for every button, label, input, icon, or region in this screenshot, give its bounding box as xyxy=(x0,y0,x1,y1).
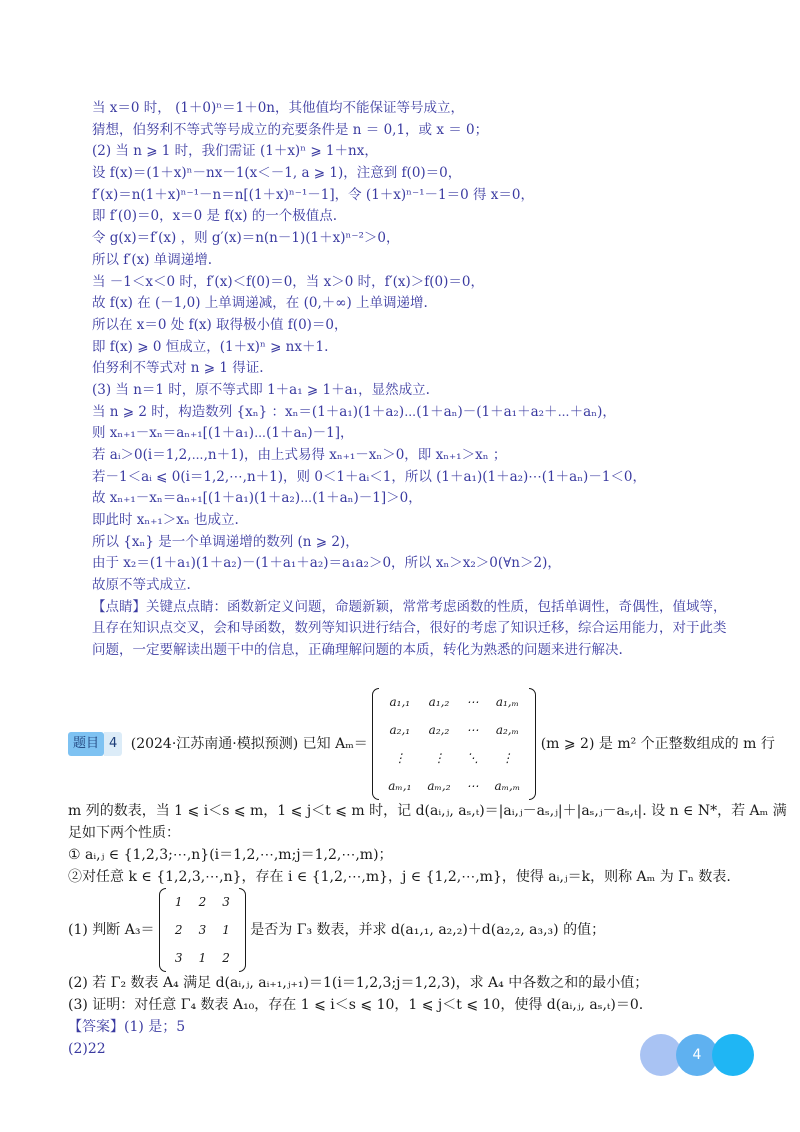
matrix-cell: 2 xyxy=(222,951,230,965)
solution-line: 令 g(x)＝f′(x) ，则 g′(x)＝n(n－1)(1＋x)ⁿ⁻²＞0， xyxy=(92,230,400,247)
left-paren xyxy=(159,888,166,972)
right-paren xyxy=(239,888,246,972)
solution-line: 故 f(x) 在 (－1,0) 上单调递减，在 (0,＋∞) 上单调递增. xyxy=(92,295,428,312)
matrix-cell: a₁,₂ xyxy=(428,695,450,709)
property-2: ②对任意 k ∈ {1,2,3,⋯,n}，存在 i ∈ {1,2,⋯,m}，j ∈ {1,2,⋯,m}，使得 aᵢ,ⱼ＝k，则称 Aₘ 为 Γₙ 数表. xyxy=(68,869,731,885)
page-circle-decor xyxy=(712,1034,754,1076)
problem-number: 4 xyxy=(104,732,122,756)
question-1-tail: 是否为 Γ₃ 数表，并求 d(a₁,₁, a₂,₂)＋d(a₂,₂, a₃,₃) 的值； xyxy=(250,922,606,938)
solution-line: 所以 f′(x) 单调递增. xyxy=(92,251,213,268)
solution-line: 若 aᵢ＞0(i＝1,2,⋯,n＋1)，由上式易得 xₙ₊₁－xₙ＞0，即 xₙ₊₁＞xₙ ； xyxy=(92,447,507,463)
solution-line: 由于 x₂＝(1＋a₁)(1＋a₂)－(1＋a₁＋a₂)＝a₁a₂＞0，所以 xₙ＞x₂＞0(∀n＞2)， xyxy=(92,555,561,572)
problem-block xyxy=(68,688,787,1060)
property-1: ① aᵢ,ⱼ ∈ {1,2,3;⋯,n}(i＝1,2,⋯,m;j＝1,2,⋯,m)； xyxy=(68,847,393,863)
matrix-cell: aₘ,₂ xyxy=(427,779,451,793)
matrix-cell: aₘ,₁ xyxy=(388,779,412,793)
question-1-text: (1) 判断 A₃＝ xyxy=(68,922,155,938)
matrix-cell: 1 xyxy=(174,895,183,909)
solution-line: 故 xₙ₊₁－xₙ＝aₙ₊₁[(1＋a₁)(1＋a₂)⋯(1＋aₙ)－1]＞0， xyxy=(92,490,422,507)
matrix-cell: 1 xyxy=(198,951,207,965)
matrix-cell: ⋮ xyxy=(501,751,514,765)
matrix-cell: a₁,₁ xyxy=(389,695,411,709)
matrix-cell: 3 xyxy=(174,951,183,965)
solution-line: (2) 当 n ⩾ 1 时，我们需证 (1＋x)ⁿ ⩾ 1＋nx， xyxy=(92,143,378,160)
left-paren xyxy=(372,688,379,800)
solution-line: 所以 {xₙ} 是一个单调递增的数列 (n ⩾ 2)， xyxy=(92,533,359,550)
right-paren xyxy=(529,688,536,800)
solution-line: 伯努利不等式对 n ⩾ 1 得证. xyxy=(92,360,264,377)
solution-line: 当 n ⩾ 2 时，构造数列 {xₙ} ：xₙ＝(1＋a₁)(1＋a₂)⋯(1＋aₙ)－(1＋a₁＋a₂＋⋯＋aₙ)， xyxy=(92,403,616,420)
matrix-cell: 3 xyxy=(198,923,207,937)
matrix-cell: ⋯ xyxy=(466,695,479,709)
question-1 xyxy=(68,888,748,972)
problem-intro xyxy=(68,688,775,800)
solution-block xyxy=(92,98,732,661)
page-number: 4 xyxy=(692,1047,702,1063)
matrix-a3 xyxy=(159,888,246,972)
solution-line: 即 f(x) ⩾ 0 恒成立，(1＋x)ⁿ ⩾ nx＋1. xyxy=(92,338,329,355)
solution-line: (3) 当 n＝1 时，原不等式即 1＋a₁ ⩾ 1＋a₁，显然成立. xyxy=(92,381,430,398)
matrix-cell: a₁,ₘ xyxy=(495,695,519,709)
matrix-cell: a₂,₁ xyxy=(389,723,411,737)
matrix-cell: a₂,ₘ xyxy=(495,723,519,737)
question-2: (2) 若 Γ₂ 数表 A₄ 满足 d(aᵢ,ⱼ, aᵢ₊₁,ⱼ₊₁)＝1(i＝1,2,3;j＝1,2,3)，求 A₄ 中各数之和的最小值； xyxy=(68,975,649,991)
matrix-cell: a₂,₂ xyxy=(428,723,450,737)
solution-line: 设 f(x)＝(1＋x)ⁿ－nx－1(x＜－1, a ⩾ 1)，注意到 f(0)＝0， xyxy=(92,165,462,182)
answer-2: (2)22 xyxy=(68,1041,106,1057)
problem-intro-text: (2024·江苏南通·模拟预测) 已知 Aₘ＝ xyxy=(130,736,368,752)
solution-line: 即此时 xₙ₊₁＞xₙ 也成立. xyxy=(92,512,239,529)
matrix-cell: 2 xyxy=(198,895,207,909)
matrix-a-m xyxy=(372,688,536,800)
solution-line: f′(x)＝n(1＋x)ⁿ⁻¹－n＝n[(1＋x)ⁿ⁻¹－1]，令 (1＋x)ⁿ⁻¹－1＝0 得 x＝0， xyxy=(92,186,535,203)
solution-line: 猜想，伯努利不等式等号成立的充要条件是 n ＝ 0,1，或 x ＝ 0； xyxy=(92,121,489,138)
solution-line: 故原不等式成立. xyxy=(92,577,191,594)
matrix-cell: 1 xyxy=(222,923,230,937)
page-indicator xyxy=(640,1034,760,1076)
matrix-cell: 2 xyxy=(174,923,183,937)
matrix-cell: ⋮ xyxy=(393,751,406,765)
problem-line: m 列的数表，当 1 ⩽ i＜s ⩽ m，1 ⩽ j＜t ⩽ m 时，记 d(aᵢ,ⱼ, aₛ,ₜ)＝|aᵢ,ⱼ－aₛ,ⱼ|＋|aₛ,ⱼ－aₛ,ₜ|. 设 n ∈ N*，若 Aₘ 满 xyxy=(68,803,787,819)
solution-line: 若－1＜aᵢ ⩽ 0(i＝1,2,⋯,n＋1)，则 0＜1＋aᵢ＜1，所以 (1＋a₁)(1＋a₂)⋯(1＋aₙ)－1＜0， xyxy=(92,468,646,485)
problem-intro-tail: (m ⩾ 2) 是 m² 个正整数组成的 m 行 xyxy=(540,736,775,752)
matrix-cell: aₘ,ₘ xyxy=(494,779,521,793)
solution-line: 当 x＝0 时， (1＋0)ⁿ＝1＋0n，其他值均不能保证等号成立， xyxy=(92,100,465,116)
matrix-cell: ⋮ xyxy=(432,751,445,765)
matrix-cell: 3 xyxy=(222,895,230,909)
solution-line: 则 xₙ₊₁－xₙ＝aₙ₊₁[(1＋a₁)⋯(1＋aₙ)－1]， xyxy=(92,425,354,442)
answer-1: 【答案】(1) 是；5 xyxy=(68,1019,186,1035)
problem-tag: 题目 xyxy=(68,732,104,756)
key-point-note: 【点睛】关键点点睛：函数新定义问题，命题新颖，常常考虑函数的性质，包括单调性，奇偶性，值域等，且存在知识点交叉，会和导函数，数列等知识进行结合，很好的考虑了知识迁移，综合运用能力，对于此类问题，一定要解读出题干中的信息，正确理解问题的本质，转化为熟悉的问题来进行解决. xyxy=(92,598,727,658)
problem-line: 足如下两个性质： xyxy=(68,825,180,841)
question-3: (3) 证明：对任意 Γ₄ 数表 A₁₀，存在 1 ⩽ i＜s ⩽ 10，1 ⩽ j＜t ⩽ 10，使得 d(aᵢ,ⱼ, aₛ,ₜ)＝0. xyxy=(68,997,644,1013)
solution-line: 即 f′(0)＝0，x＝0 是 f(x) 的一个极值点. xyxy=(92,208,338,225)
matrix-cell: ⋯ xyxy=(466,779,479,793)
solution-line: 所以在 x＝0 处 f(x) 取得极小值 f(0)＝0， xyxy=(92,316,348,333)
solution-line: 当 －1＜x＜0 时，f′(x)＜f(0)＝0，当 x＞0 时，f′(x)＞f(0)＝0， xyxy=(92,273,484,290)
matrix-cell: ⋱ xyxy=(466,751,479,765)
matrix-cell: ⋯ xyxy=(466,723,479,737)
